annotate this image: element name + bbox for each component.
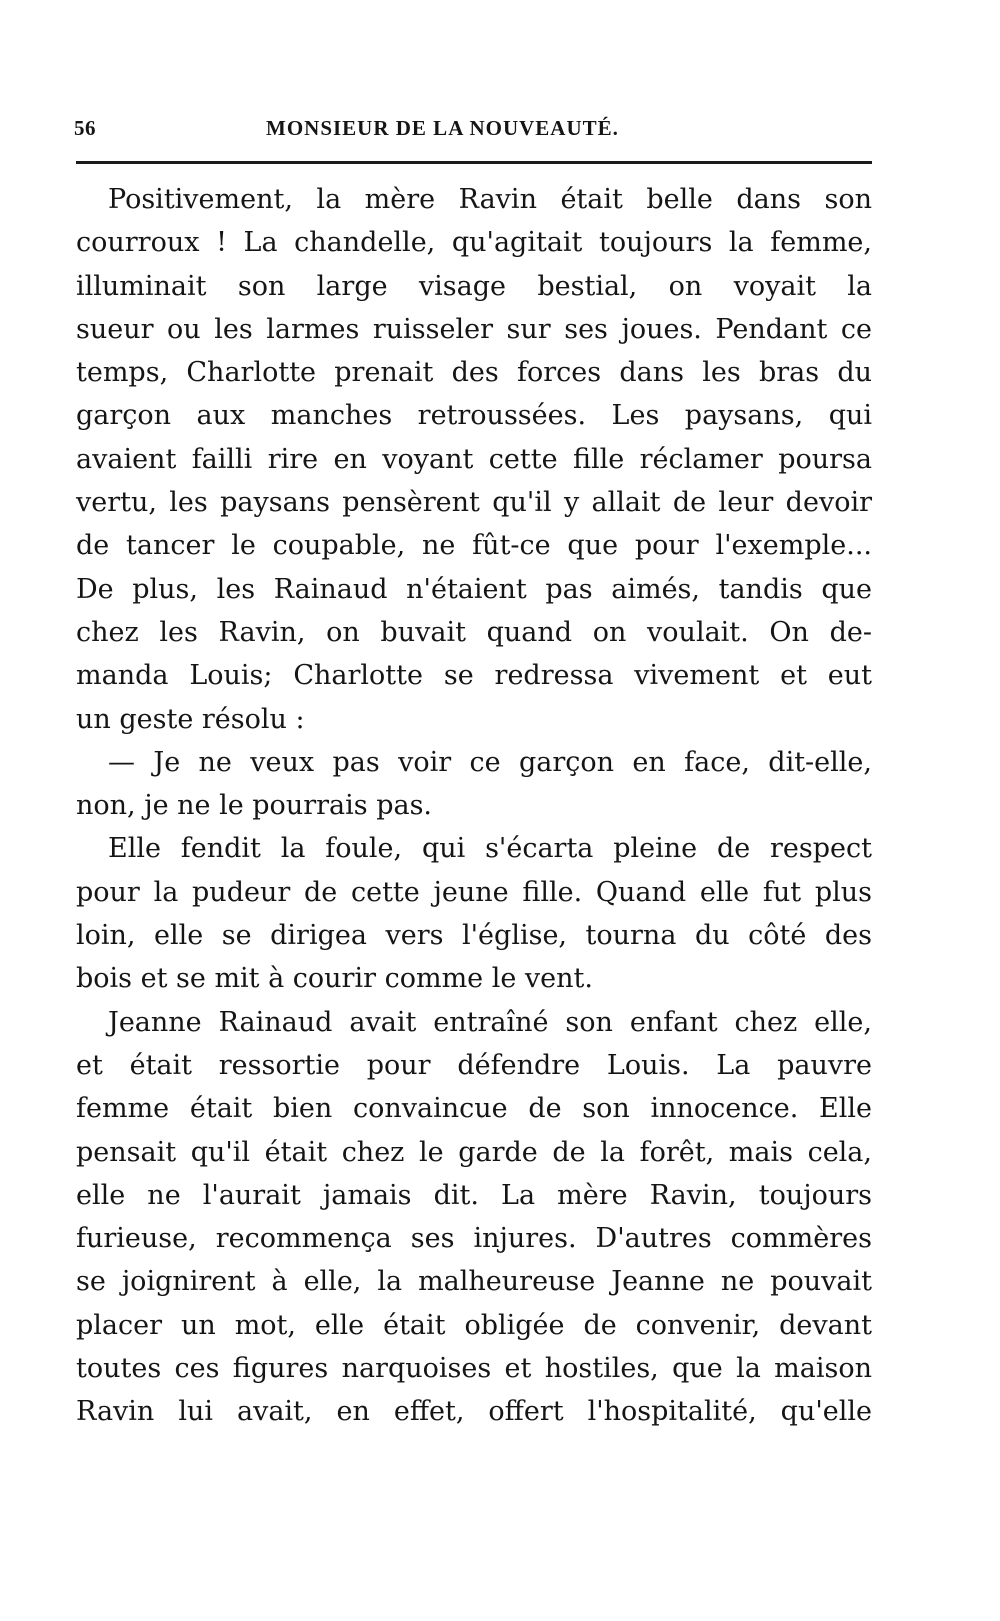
text-line: femme était bien convaincue de son innocence. Elle — [76, 1093, 872, 1125]
text-line: loin, elle se dirigea vers l'église, tourna du côté des — [76, 920, 872, 952]
page-number: 56 — [74, 116, 96, 140]
text-line: un geste résolu : — [76, 703, 305, 735]
text-line: Elle fendit la foule, qui s'écarta pleine de respect — [108, 833, 872, 865]
text-line: et était ressortie pour défendre Louis. La pauvre — [76, 1049, 872, 1081]
text-line: — Je ne veux pas voir ce garçon en face, dit-elle, — [108, 746, 872, 778]
running-title: MONSIEUR DE LA NOUVEAUTÉ. — [266, 116, 619, 140]
text-line: bois et se mit à courir comme le vent. — [76, 963, 593, 995]
text-line: sueur ou les larmes ruisseler sur ses joues. Pendant ce — [76, 313, 872, 345]
running-head — [74, 112, 872, 146]
text-line: De plus, les Rainaud n'étaient pas aimés, tandis que — [76, 573, 872, 605]
text-line: manda Louis; Charlotte se redressa vivement et eut — [76, 660, 872, 692]
text-line: non, je ne le pourrais pas. — [76, 790, 433, 822]
text-line: placer un mot, elle était obligée de convenir, devant — [76, 1309, 872, 1341]
text-line: garçon aux manches retroussées. Les paysans, qui — [76, 400, 872, 432]
text-line: courroux ! La chandelle, qu'agitait toujours la femme, — [76, 227, 872, 259]
text-line: pensait qu'il était chez le garde de la forêt, mais cela, — [76, 1136, 872, 1168]
body-text — [76, 178, 872, 1434]
text-line: furieuse, recommença ses injures. D'autres commères — [76, 1223, 872, 1255]
text-line: se joignirent à elle, la malheureuse Jeanne ne pouvait — [76, 1266, 872, 1298]
text-line: elle ne l'aurait jamais dit. La mère Ravin, toujours — [76, 1179, 872, 1211]
text-line: temps, Charlotte prenait des forces dans les bras du — [76, 357, 872, 389]
text-line: Ravin lui avait, en effet, offert l'hospitalité, qu'elle — [76, 1396, 872, 1428]
text-line: illuminait son large visage bestial, on voyait la — [76, 270, 872, 302]
text-line: toutes ces figures narquoises et hostiles, que la maison — [76, 1353, 872, 1385]
header-rule — [76, 161, 872, 164]
text-line: Positivement, la mère Ravin était belle dans son — [108, 184, 872, 215]
text-line: vertu, les paysans pensèrent qu'il y allait de leur devoir — [76, 487, 872, 519]
text-line: pour la pudeur de cette jeune fille. Quand elle fut plus — [76, 876, 872, 908]
text-line: chez les Ravin, on buvait quand on voulait. On de- — [76, 616, 872, 648]
text-line: avaient failli rire en voyant cette fille réclamer poursa — [76, 443, 872, 475]
text-line: Jeanne Rainaud avait entraîné son enfant chez elle, — [108, 1006, 872, 1038]
text-line: de tancer le coupable, ne fût-ce que pour l'exemple... — [76, 530, 872, 562]
